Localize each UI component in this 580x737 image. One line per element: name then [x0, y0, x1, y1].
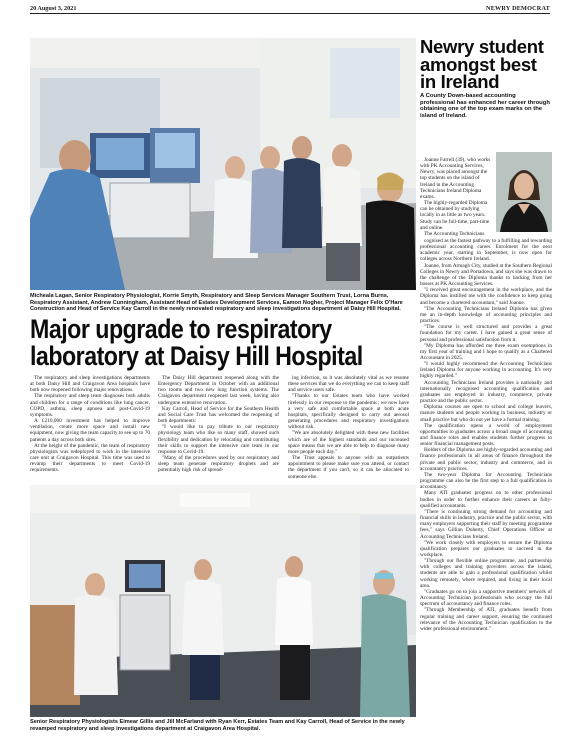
main-headline-line-2: laboratory at Daisy Hill Hospital — [30, 341, 363, 371]
paragraph: "Many of the procedures used by our respiratory and sleep team generate respiratory droplets and are potentially high risk of spread- — [158, 455, 279, 474]
paragraph: At the height of the pandemic, the team of respiratory physiologists was redeployed to work in the intensive care unit at Craigavon Hospital. This time was used to revamp their departments to meet Covid-19 requirements. — [30, 442, 150, 474]
paragraph: The Trust appeals to anyone with an outpatients appointment to please make sure you attend, or contact the department if you can't, so it can be allocated to someone else. — [288, 455, 409, 479]
paragraph: "Thanks to our Estates team who have worked tirelessly in our response to the pandemic, we now have a very safe and comfortable space at both acute hospitals, specifically designed to carry out aerosol generating procedures and respiratory investigations without risk. — [288, 393, 409, 431]
side-headline — [420, 38, 555, 91]
paragraph: "Graduates go on to join a supportive members' network of Accounting Technician professionals who occupy the full spectrum of accountancy and finance roles. — [420, 588, 552, 608]
bottom-photo-caption: Senior Respiratory Physiologists Eimear Gillis and Jill McFarland with Ryan Kerr, Estates Team and Kay Carroll, Head of Service in the newly revamped respiratory and sleep investigations department at Craigavon Area Hospital. — [30, 719, 405, 732]
paragraph: The qualification opens a world of employment opportunities to graduates across a broad range of accounting and finance roles and enables students further progress to senior financial management posts. — [420, 422, 552, 448]
paragraph: "We work closely with employers to ensure the Diploma qualification prepares our graduates to succeed in the workplace. — [420, 539, 552, 558]
paragraph: Kay Carroll, Head of Service for the Southern Health and Social Care Trust has welcomed the reopening of both departments: — [158, 405, 279, 425]
paragraph: Joanne Farrell (39), who works with PK Accounting Services, Newry, was placed amongst the top students on the island of Ireland in the Accounting Technicians Ireland Diploma exams. — [420, 157, 491, 200]
main-headline-line-1: Major upgrade to respiratory — [30, 314, 332, 344]
paragraph: The highly-regarded Diploma can be obtained by studying locally in as little as two years. Study can be full-time, part-time and online. — [420, 200, 490, 231]
paragraph: Holders of the Diploma are highly-regarded accounting and finance professionals in all areas of finance throughout the private and public sector, industry and commerce, and in accountancy practices. — [420, 447, 552, 472]
side-story-body — [420, 238, 552, 718]
page-folio — [30, 5, 550, 14]
paragraph: The respiratory and sleep team diagnoses both adults and children for a range of conditions like lung cancer, COPD, asthma, sleep apnoea and post-Covid-19 symptoms. — [30, 393, 150, 418]
top-photo — [30, 38, 416, 290]
paragraph: A £210,000 investment has helped to improve ventilation, create more space and install new equipment, now giving the team capacity to see up to 70 patients a day across both sites. — [30, 418, 150, 443]
paragraph: Diploma courses are open to school and college leavers, mature students and people working in business, industry or small practice but who do not yet have a formal training. — [420, 404, 552, 423]
paragraph: The Daisy Hill department reopened along with the Emergency Department in October with an additional two rooms and two new lung function systems. The Craigavon department reopened last week, having also undergone extensive renovation. — [158, 375, 279, 406]
newspaper-name: NEWRY DEMOCRAT — [486, 5, 550, 12]
side-story-narrow-column — [420, 157, 492, 237]
side-headline-line-2: amongst best — [420, 53, 537, 75]
paragraph: ing infection, so it was absolutely vital as we resume these services that we do everything we can to keep staff and service users safe. — [288, 375, 409, 394]
side-story-intro: A County Down-based accounting professional has enhanced her career through obtaining one of the top exam marks on the island of Ireland. — [420, 93, 550, 120]
paragraph: The respiratory and sleep investigations departments at both Daisy Hill and Craigavon Area hospitals have both now reopened following major renovations. — [30, 375, 150, 394]
paragraph: "The course is well structured and provides a great foundation for my career. I have gained a great sense of personal and professional satisfaction from it. — [420, 324, 552, 343]
side-headline-line-3: in Ireland — [420, 71, 500, 92]
paragraph: "The Accounting Technicians Ireland Diploma has given me an in-depth knowledge of accounting principles and practices. — [420, 305, 552, 325]
paragraph: The Accounting Technicians — [424, 230, 485, 237]
paragraph: "I received great encouragement in the workplace, and the Diploma has instilled me with the confidence to keep going and become a chartered accountant," said Joanne. — [420, 287, 552, 306]
paragraph: "I would highly recommend the Accounting Technicians Ireland Diploma for anyone working in accounting. It's very highly regarded." — [420, 361, 552, 380]
side-headline-line-1: Newry student — [420, 36, 544, 57]
paragraph: Accounting Technicians Ireland provides a nationally and internationally recognised accounting qualification and graduates are employed in industry, commerce, private practice and the public sector. — [420, 379, 552, 405]
paragraph: Joanne, from Armagh City, studied at the Southern Regional Colleges in Newry and Portadown, and says she was drawn to the challenge of the Diploma thanks to backing from her bosses at PK Accounting Services. — [420, 262, 552, 288]
bottom-photo — [30, 485, 416, 717]
main-headline — [30, 314, 363, 371]
joanne-farrell-photo — [496, 152, 552, 232]
paragraph: "We are absolutely delighted with these new facilities which are of the highest standards and our increased space means that we are able to help to diagnose many more people each day." — [288, 430, 409, 455]
main-story-column-2 — [158, 375, 279, 479]
paragraph: "My Diploma has afforded me three exam exemptions in my first year of training and I hope to qualify as a Chartered Accountant in 2025. — [420, 342, 552, 361]
main-story-column-1 — [30, 375, 150, 479]
paragraph: "Through our flexible online programme, and partnership with colleges and training providers across the island, students are able to gain a professional qualification whilst working remotely, where required, and living in their local area. — [420, 558, 552, 589]
main-story-column-3 — [288, 375, 409, 479]
paragraph: "There is continuing strong demand for accounting and financial skills in industry, practice and the public sector, with many employers supporting their staff by meeting programme fees," says Gillian Doherty, Chief Operations Officer at Accounting Technicians Ireland. — [420, 508, 552, 540]
page-number-date: 20 August 3, 2021 — [30, 5, 77, 12]
paragraph: Many ATI graduates progress on to other professional bodies in order to further enhance their careers as fully-qualified accountants. — [420, 490, 552, 509]
paragraph: "Through Membership of ATI, graduates benefit from regular training and career support, ensuring the continued relevance of the Accounting Technician qualification to the wider professional environment." — [420, 607, 552, 632]
paragraph: cognised as the fastest pathway to a fulfilling and rewarding professional accounting career. Enrolment for the next academic year, starting in September, is now open for colleges across Northern Ireland. — [420, 238, 552, 263]
top-photo-caption: Micheala Lagan, Senior Respiratory Physiologist, Korrie Smyth, Respiratory and Sleep Services Manager Southern Trust, Lorna Burns, Respiratory Assistant, Andrew Cunningham, Assistant Head of Estates Development Services, Eamon Nogher, Project Manager Felix O'Hare Construction and Head of Service Kay Carroll in the newly renovated respiratory and sleep investigations department at Daisy Hill Hospital. — [30, 293, 403, 312]
paragraph: "I would like to pay tribute to our respiratory physiology team who like so many staff, showed such flexibility and dedication by relocating and contributing their skills to support the intensive care team in our response to Covid-19. — [158, 424, 279, 455]
paragraph: The two-year Diploma for Accounting Technicians programme can also be the first step to a full qualification in accountancy. — [420, 471, 552, 491]
